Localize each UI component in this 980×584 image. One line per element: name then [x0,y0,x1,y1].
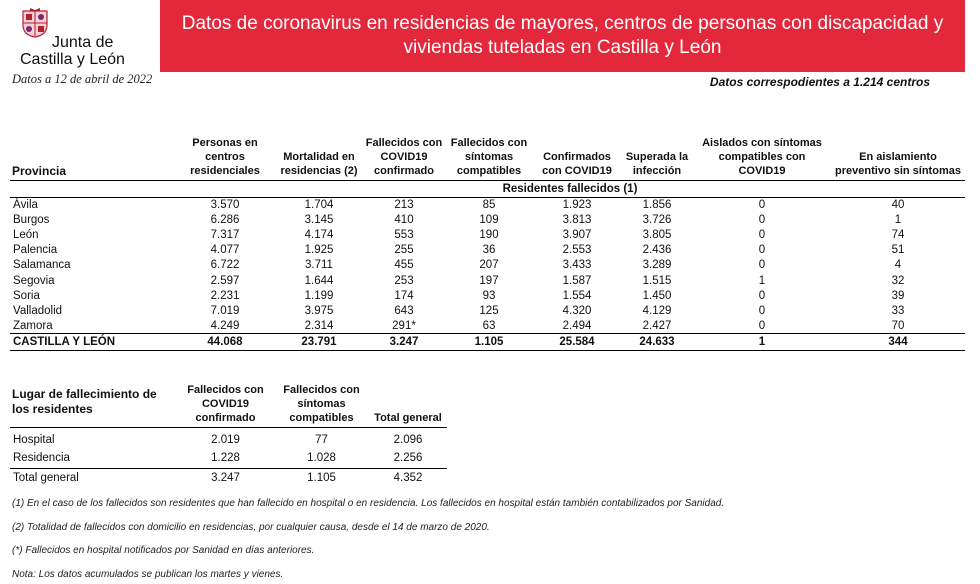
table-cell: 0 [758,259,766,272]
coat-of-arms-icon [22,8,48,38]
footnote: Nota: Los datos acumulados se publican los martes y vienes. [12,568,284,580]
table-cell: 70 [891,319,905,332]
footnotes [12,498,724,584]
total-cell: 1.105 [445,334,533,351]
table-row [10,427,447,449]
column-header: Lugar de fallecimiento de los residentes [10,379,177,427]
table-cell: 1.450 [642,289,672,302]
place-table [10,379,447,488]
total-cell: 25.584 [533,334,621,351]
table-cell: 2.436 [642,244,672,257]
table-cell: 291* [392,319,416,332]
table-cell: 32 [891,274,905,287]
total-label: Total general [10,468,177,488]
table-cell: 2.019 [211,433,240,446]
table-cell: 51 [891,244,905,257]
table-cell: 6.286 [210,213,240,226]
footnote: (*) Fallecidos en hospital notificados por Sanidad en días anteriores. [12,545,315,556]
table-cell: 2.427 [642,319,672,332]
footnote: (2) Totalidad de fallecidos con domicilio en residencias, por cualquier causa, desde el 14 de marzo de 2020. [12,521,490,533]
centers-note: Datos correspodientes a 1.214 centros [709,75,930,89]
table-cell: 3.711 [305,259,333,272]
column-header: Confirmados con COVID19 [533,128,621,180]
table-cell: 1.704 [304,198,334,211]
table-cell: 0 [758,244,766,257]
table-cell: 2.096 [393,433,423,446]
table-cell: 93 [482,289,496,302]
table-cell: 0 [758,213,766,226]
total-cell: 1.105 [274,468,369,488]
table-header-row [10,128,965,180]
footnote: (1) En el caso de los fallecidos son residentes que han fallecido en hospital o en residencia. Los fallecidos en hospital están también contabilizados por Sanidad. [12,498,725,509]
table-row [10,288,965,303]
table-cell: 1.644 [304,274,334,287]
table-cell: 643 [394,304,414,317]
table-cell: 3.726 [642,213,672,226]
table-cell: 410 [394,213,414,226]
table-cell: 1.587 [562,274,592,287]
table-cell: 7.019 [210,304,240,317]
column-header: En aislamiento preventivo sin síntomas [831,128,965,180]
column-header: Fallecidos con síntomas compatibles [274,379,369,427]
table-row [10,227,965,242]
total-cell: 24.633 [621,334,693,351]
table-cell: 1 [758,274,766,287]
table-cell: 1.515 [642,274,672,287]
table-cell: 4.077 [210,244,240,257]
column-header: Total general [369,379,447,427]
logo-line1: Junta de [52,34,114,51]
total-cell: 4.352 [369,468,447,488]
table-cell: 253 [394,274,414,287]
table-row [10,243,965,258]
report-date: Datos a 12 de abril de 2022 [12,72,153,86]
logo-line2: Castilla y León [20,51,125,68]
table-row [10,212,965,227]
table-cell: 85 [482,198,496,211]
table-row [10,258,965,273]
table-cell: 40 [891,198,905,211]
place-header-row [10,379,447,427]
table-cell: 190 [479,228,499,241]
total-row [10,334,965,351]
table-cell: 4.174 [304,228,334,241]
table-row [10,197,965,212]
junta-logo [10,6,160,68]
table-cell: 77 [315,433,328,446]
table-cell: 4 [894,259,902,272]
table-row [10,449,447,468]
table-cell: 125 [479,304,499,317]
table-cell: 2.231 [210,289,240,302]
column-header: Fallecidos con COVID19 confirmado [363,128,445,180]
table-cell: 2.256 [393,452,423,465]
table-cell: 1.028 [307,452,336,465]
subheader-fallecidos: Residentes fallecidos (1) [175,180,965,197]
table-cell: 4.320 [562,304,592,317]
table-cell: 553 [394,228,414,241]
table-cell: 3.289 [642,259,672,272]
table-cell: 3.433 [562,259,592,272]
table-cell: 213 [394,198,414,211]
column-header: Fallecidos con síntomas compatibles [445,128,533,180]
province-name: Segovia [13,274,55,287]
table-cell: 3.907 [562,228,592,241]
province-table [10,128,965,351]
province-name: Valladolid [13,304,63,317]
table-cell: 1.856 [642,198,672,211]
table-cell: 0 [758,319,766,332]
column-header: Mortalidad en residencias (2) [275,128,363,180]
table-cell: 1.199 [304,289,334,302]
province-name: Ávila [13,198,38,211]
total-label: CASTILLA Y LEÓN [10,334,175,351]
table-cell: 1.925 [304,244,334,257]
logo-text [20,34,125,68]
table-cell: 197 [479,274,499,287]
table-cell: 3.145 [304,213,334,226]
province-name: Salamanca [13,259,71,272]
table-cell: 74 [891,228,905,241]
table-cell: 0 [758,304,766,317]
table-cell: 63 [482,319,496,332]
place-name: Hospital [13,433,55,446]
column-header: Superada la infección [621,128,693,180]
total-row [10,468,447,488]
table-cell: 1.554 [562,289,592,302]
table-cell: 3.570 [210,198,240,211]
column-header: Fallecidos con COVID19 confirmado [177,379,274,427]
total-cell: 344 [831,334,965,351]
province-name: Palencia [13,244,58,257]
table-cell: 2.597 [210,274,240,287]
place-name: Residencia [13,452,70,465]
table-cell: 2.494 [562,319,592,332]
table-cell: 3.975 [304,304,334,317]
table-cell: 109 [479,213,499,226]
province-name: León [13,228,39,241]
table-cell: 0 [758,228,766,241]
table-cell: 1.923 [562,198,592,211]
total-cell: 44.068 [175,334,275,351]
table-row [10,303,965,318]
table-cell: 39 [891,289,905,302]
table-cell: 36 [482,244,496,257]
total-cell: 23.791 [275,334,363,351]
table-cell: 3.805 [642,228,672,241]
table-cell: 2.553 [562,244,592,257]
table-cell: 1.228 [211,452,240,465]
table-cell: 2.314 [304,319,334,332]
table-cell: 0 [758,289,766,302]
table-cell: 1 [894,213,902,226]
province-name: Soria [13,289,40,302]
total-cell: 1 [693,334,831,351]
table-cell: 7.317 [210,228,240,241]
total-cell: 3.247 [363,334,445,351]
province-name: Burgos [13,213,50,226]
column-header: Personas en centros residenciales [175,128,275,180]
table-cell: 3.813 [562,213,592,226]
table-cell: 455 [394,259,414,272]
table-cell: 0 [758,198,766,211]
table-cell: 207 [479,259,499,272]
table-cell: 6.722 [210,259,240,272]
table-cell: 33 [891,304,905,317]
column-header: Provincia [10,128,175,180]
table-row [10,319,965,334]
total-cell: 3.247 [177,468,274,488]
title-banner: Datos de coronavirus en residencias de mayores, centros de personas con discapacidad y viviendas tuteladas en Castilla y León [160,0,965,72]
table-cell: 174 [394,289,414,302]
province-name: Zamora [13,319,53,332]
table-cell: 4.129 [642,304,672,317]
column-header: Aislados con síntomas compatibles con COVID19 [693,128,831,180]
table-cell: 4.249 [210,319,240,332]
table-cell: 255 [394,244,414,257]
table-row [10,273,965,288]
